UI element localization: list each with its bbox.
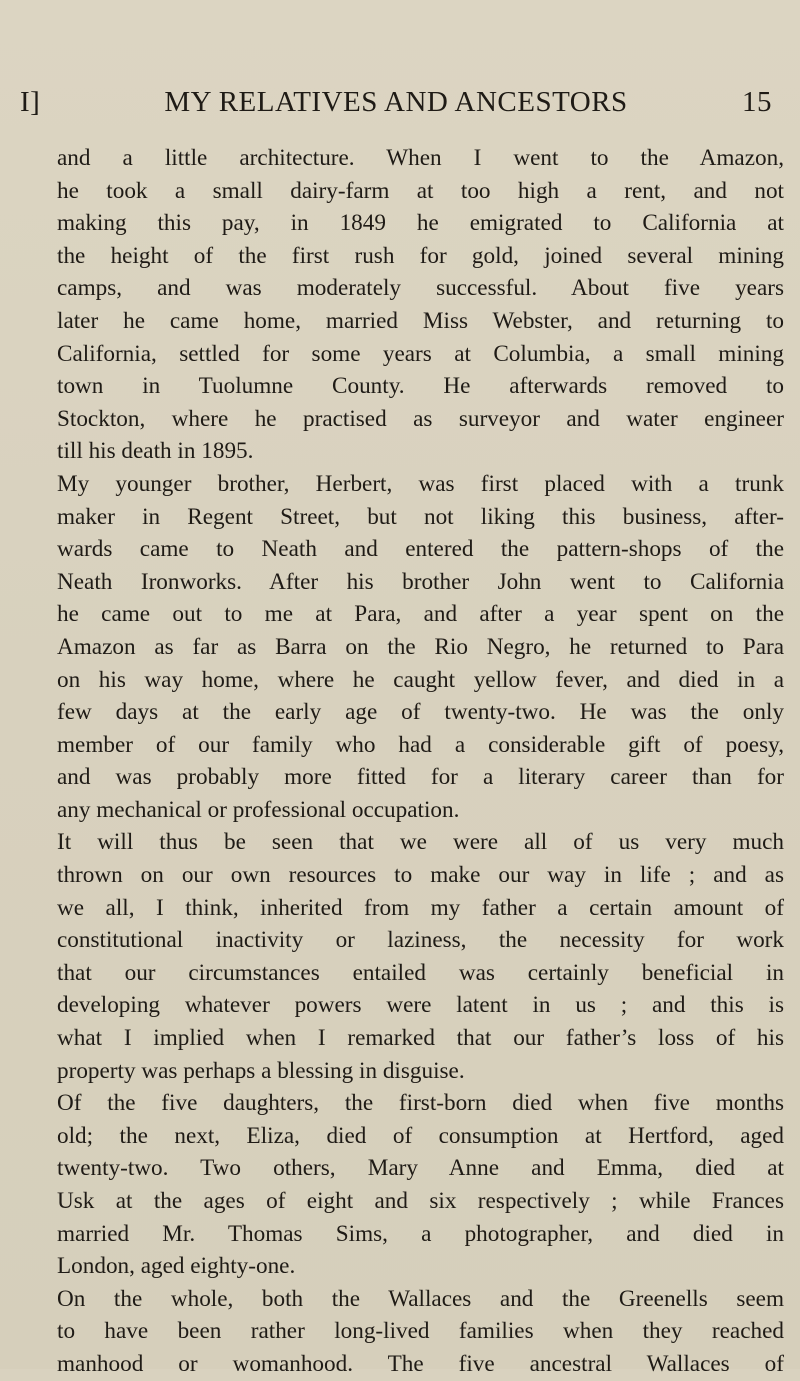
text-line: that our circumstances entailed was certainly beneficial in xyxy=(57,959,784,986)
text-line: the height of the first rush for gold, joined several mining xyxy=(57,242,784,269)
text-line: twenty-two. Two others, Mary Anne and Emma, died at xyxy=(57,1155,784,1182)
text-line: It will thus be seen that we were all of us very much xyxy=(57,829,784,856)
running-title: MY RELATIVES AND ANCESTORS xyxy=(164,86,628,118)
text-line: later he came home, married Miss Webster, and returning to xyxy=(57,307,784,334)
chapter-mark: I] xyxy=(20,86,41,118)
text-line: member of our family who had a considerable gift of poesy, xyxy=(57,731,784,758)
text-line: wards came to Neath and entered the pattern-shops of the xyxy=(57,536,784,563)
text-line: My younger brother, Herbert, was first placed with a trunk xyxy=(57,470,784,497)
text-line: any mechanical or professional occupation. xyxy=(57,796,460,823)
text-line: developing whatever powers were latent in us ; and this is xyxy=(57,992,784,1019)
text-line: On the whole, both the Wallaces and the Greenells seem xyxy=(57,1285,784,1312)
text-line: old; the next, Eliza, died of consumption at Hertford, aged xyxy=(57,1122,784,1149)
text-line: we all, I think, inherited from my father a certain amount of xyxy=(57,894,784,921)
text-line: manhood or womanhood. The five ancestral Wallaces of xyxy=(57,1350,784,1377)
page-number: 15 xyxy=(742,86,772,118)
text-line: making this pay, in 1849 he emigrated to California at xyxy=(57,210,784,237)
text-line: maker in Regent Street, but not liking this business, after- xyxy=(57,503,784,530)
body-text xyxy=(57,142,784,1381)
text-line: Of the five daughters, the first-born died when five months xyxy=(57,1090,784,1117)
text-line: on his way home, where he caught yellow fever, and died in a xyxy=(57,666,784,693)
text-line: he came out to me at Para, and after a year spent on the xyxy=(57,601,784,628)
text-line: Usk at the ages of eight and six respectively ; while Frances xyxy=(57,1188,784,1214)
text-line: till his death in 1895. xyxy=(57,438,254,465)
text-line: Amazon as far as Barra on the Rio Negro, he returned to Para xyxy=(57,633,784,660)
text-line: married Mr. Thomas Sims, a photographer, and died in xyxy=(57,1220,784,1247)
text-line: thrown on our own resources to make our way in life ; and as xyxy=(57,862,784,889)
text-line: camps, and was moderately successful. About five years xyxy=(57,275,784,302)
running-header xyxy=(20,86,772,120)
text-line: constitutional inactivity or laziness, the necessity for work xyxy=(57,927,784,954)
text-line: to have been rather long-lived families when they reached xyxy=(57,1318,784,1345)
text-line: Stockton, where he practised as surveyor and water engineer xyxy=(57,405,784,432)
text-line: property was perhaps a blessing in disguise. xyxy=(57,1057,465,1084)
text-line: Neath Ironworks. After his brother John went to California xyxy=(57,568,784,595)
text-line: California, settled for some years at Columbia, a small mining xyxy=(57,340,784,367)
text-line: few days at the early age of twenty-two. He was the only xyxy=(57,699,784,726)
text-line: town in Tuolumne County. He afterwards removed to xyxy=(57,373,784,400)
text-line: he took a small dairy-farm at too high a rent, and not xyxy=(57,177,784,204)
text-line: London, aged eighty-one. xyxy=(57,1253,296,1280)
text-line: and was probably more fitted for a literary career than for xyxy=(57,764,784,791)
text-line: and a little architecture. When I went to the Amazon, xyxy=(57,145,784,171)
text-line: what I implied when I remarked that our father’s loss of his xyxy=(57,1025,784,1052)
